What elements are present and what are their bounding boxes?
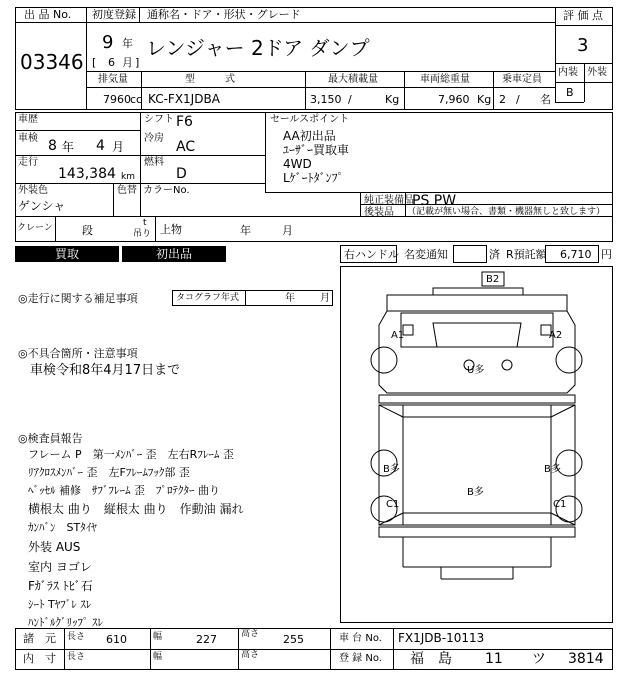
b-right-mark: B多 xyxy=(544,464,561,475)
mileage-value: 143,384 xyxy=(58,166,116,182)
aftermarket-label: 後装品 xyxy=(364,207,394,218)
gross-value: 7,960 xyxy=(438,93,470,106)
ac-value: AC xyxy=(176,139,196,155)
length-label: 長さ xyxy=(67,632,86,642)
bracket-open: [ xyxy=(92,56,97,69)
displacement-value: 7960 xyxy=(103,93,131,106)
b-center-mark: B多 xyxy=(467,487,484,498)
reg-month-unit: 月 xyxy=(122,56,133,69)
inspection-label: 車検 xyxy=(18,133,38,144)
crane-label: クレーン xyxy=(17,223,53,233)
color-value: ゲンシャ xyxy=(18,199,66,213)
shogen-label: 諸 元 xyxy=(23,632,56,645)
car-name: レンジャー 2ドア ダンプ xyxy=(146,36,370,60)
report-title: ◎検査員報告 xyxy=(18,432,83,445)
chassis-label: 車 台 No. xyxy=(339,633,382,644)
reg-year: 9 xyxy=(102,32,114,53)
inner-length-label: 長さ xyxy=(67,652,86,662)
truck-diagram xyxy=(341,267,612,622)
a1-mark: A1 xyxy=(391,330,405,341)
interior-grade: B xyxy=(566,86,574,99)
report-line-4: 横根太 曲り 縦根太 曲り 作動油 漏れ xyxy=(28,502,244,516)
color-change-label: 色替 xyxy=(117,185,137,196)
fuel-label: 燃料 xyxy=(144,157,164,168)
report-line-2: ﾘｱｸﾛｽﾒﾝﾊﾞｰ 歪 左Fﾌﾚｰﾑﾌｯｸ部 歪 xyxy=(28,466,190,479)
sales-point-3: 4WD xyxy=(283,157,312,171)
naiku-label: 内 寸 xyxy=(23,652,56,665)
front-right-wheel xyxy=(556,347,582,373)
kaitori-badge: 買取 xyxy=(15,246,119,262)
report-line-7: 室内 ヨゴレ xyxy=(28,560,92,574)
shift-label: シフト xyxy=(144,114,174,125)
reg-month: 6 xyxy=(108,56,115,69)
first-reg-label: 初度登録 xyxy=(92,8,136,21)
bracket-close: ] xyxy=(135,56,140,69)
name-label: 通称名・ドア・形状・グレード xyxy=(147,8,301,21)
reg-class: 11 xyxy=(485,651,503,667)
lot-number: 03346 xyxy=(20,50,84,74)
joubutsu-label: 上物 xyxy=(160,223,182,236)
report-line-9: ｼｰﾄ Tﾔﾌﾞﾚ ｽﾚ xyxy=(28,598,92,611)
exterior-label: 外装 xyxy=(587,67,607,78)
color-label: 外装色 xyxy=(18,185,48,196)
inner-width-label: 幅 xyxy=(153,652,163,662)
load-sep: / xyxy=(348,93,352,106)
report-line-8: Fｶﾞﾗｽ ﾄﾋﾞ石 xyxy=(28,579,93,593)
load-value: 3,150 xyxy=(310,93,342,106)
sales-point-2: ﾕｰｻﾞｰ買取車 xyxy=(283,143,350,157)
insp-month: 4 xyxy=(96,138,105,154)
reg-label: 登 録 No. xyxy=(339,653,382,664)
meihen-label: 名変通知 xyxy=(404,248,448,261)
defect-title: ◎不具合箇所・注意事項 xyxy=(18,347,138,360)
dan-label: 段 xyxy=(82,224,93,237)
capacity-label: 乗車定員 xyxy=(502,74,542,85)
sales-point-4: Lｹﾞｰﾄﾀﾞﾝﾌﾟ xyxy=(283,171,344,185)
options-value: PS PW xyxy=(412,193,457,209)
history-label: 車歴 xyxy=(18,114,38,125)
report-line-1: フレーム P 第一ﾒﾝﾊﾞｰ 歪 左右Rﾌﾚｰﾑ 歪 xyxy=(28,448,234,461)
insp-year: 8 xyxy=(48,138,57,154)
gross-unit: Kg xyxy=(477,93,492,106)
handle-label: 右ハンドル xyxy=(344,248,399,261)
reg-year-unit: 年 xyxy=(122,37,133,50)
reg-kana: ツ xyxy=(532,651,546,667)
capacity-unit: 名 xyxy=(540,93,551,106)
load-unit: Kg xyxy=(385,93,400,106)
capacity-sep: / xyxy=(516,93,520,106)
lot-label: 出 品 No. xyxy=(24,8,72,21)
height-value: 255 xyxy=(283,633,304,646)
joubutsu-month: 月 xyxy=(282,224,293,237)
rating-label: 評 価 点 xyxy=(563,9,603,22)
fuel-value: D xyxy=(176,166,187,182)
chassis-value: FX1JDB-10113 xyxy=(398,631,485,645)
meihen-box xyxy=(453,245,487,263)
km-unit: km xyxy=(121,172,135,182)
report-line-5: ｶﾝﾊﾞﾝ STﾀｲﾔ xyxy=(28,521,97,534)
sales-point-label: セールスポイント xyxy=(270,114,350,125)
length-value: 610 xyxy=(106,633,127,646)
r-label: R預託額 xyxy=(506,248,547,261)
insp-year-unit: 年 xyxy=(62,140,75,154)
color-no-label: カラーNo. xyxy=(143,185,190,196)
model-label: 型 式 xyxy=(185,74,235,85)
u-mark: U多 xyxy=(467,365,485,376)
b2-mark: B2 xyxy=(486,274,500,285)
damage-diagram-frame xyxy=(340,266,613,623)
height-label: 高さ xyxy=(241,629,260,639)
tacho-year: 年 xyxy=(285,293,295,304)
tacho-label: タコグラフ年式 xyxy=(176,293,240,303)
ac-label: 冷房 xyxy=(144,133,164,144)
c1-right-mark: C1 xyxy=(553,499,567,510)
displacement-label: 排気量 xyxy=(98,74,128,85)
gross-label: 車両総重量 xyxy=(420,74,470,85)
model-value: KC-FX1JDBA xyxy=(148,92,220,106)
load-label: 最大積載量 xyxy=(328,74,378,85)
r-unit: 円 xyxy=(601,248,612,261)
a2-mark: A2 xyxy=(549,330,563,341)
tacho-month: 月 xyxy=(320,293,330,304)
front-left-wheel xyxy=(371,347,397,373)
defect-text: 車検令和8年4月17日まで xyxy=(30,363,181,378)
meihen-done: 済 xyxy=(489,248,500,261)
interior-label: 内装 xyxy=(558,67,578,78)
mileage-label: 走行 xyxy=(18,157,38,168)
capacity-value: 2 xyxy=(499,93,506,106)
insp-month-unit: 月 xyxy=(112,140,125,154)
sales-point-1: AA初出品 xyxy=(283,129,336,143)
cc-unit: cc xyxy=(130,93,143,106)
c1-left-mark: C1 xyxy=(386,499,400,510)
driving-title: ◎走行に関する補足事項 xyxy=(18,292,138,305)
b-left-mark: B多 xyxy=(383,464,400,475)
lift-bottom: 吊り xyxy=(133,229,152,239)
inner-height-label: 高さ xyxy=(241,650,260,660)
r-value: 6,710 xyxy=(560,248,592,261)
report-line-3: ﾍﾞｯｾﾙ 補修 ｻﾌﾞﾌﾚｰﾑ 歪 ﾌﾟﾛﾃｸﾀｰ 曲り xyxy=(28,484,220,497)
width-label: 幅 xyxy=(153,632,163,642)
shift-value: F6 xyxy=(176,114,193,130)
width-value: 227 xyxy=(196,633,217,646)
report-line-10: ﾊﾝﾄﾞﾙｸﾞﾘｯﾌﾟ ｽﾚ xyxy=(28,616,103,629)
lift-top: t xyxy=(143,218,147,228)
joubutsu-year: 年 xyxy=(240,224,251,237)
options-label: 純正装備品 xyxy=(364,195,414,206)
reg-number: 3814 xyxy=(568,651,604,667)
shuppin-badge: 初出品 xyxy=(122,246,226,262)
aftermarket-note: （記載が無い場合、書類・機器無しと致します） xyxy=(407,207,606,217)
report-line-6: 外装 AUS xyxy=(28,540,81,554)
rating-value: 3 xyxy=(577,35,589,56)
reg-place: 福 島 xyxy=(410,651,452,667)
